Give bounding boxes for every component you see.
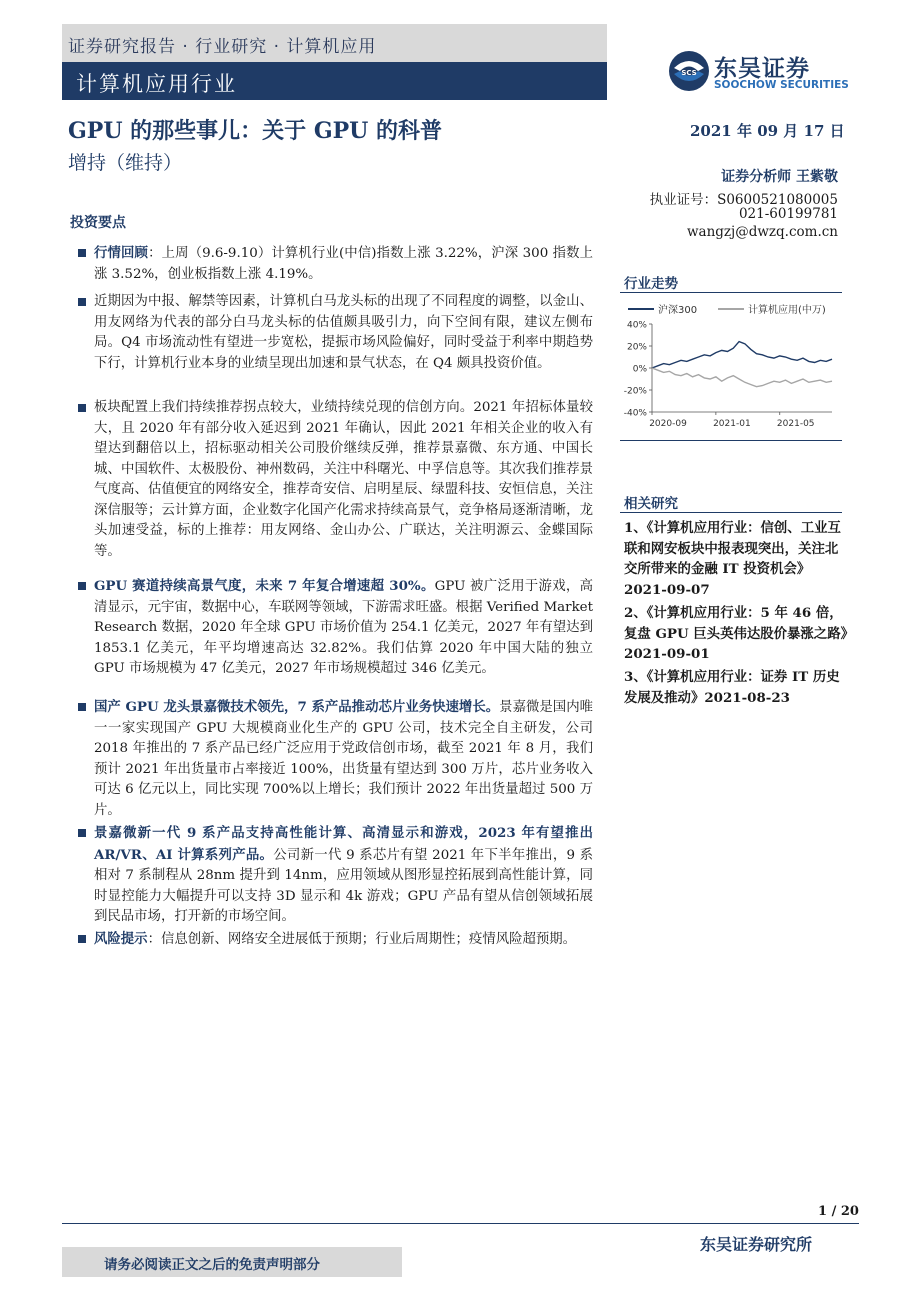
bullet-square-icon <box>78 249 86 257</box>
header-breadcrumb-bar <box>62 24 607 62</box>
disclaimer-bar <box>62 1247 402 1277</box>
report-rating: 增持（维持） <box>68 152 183 174</box>
y-tick-label: -40% <box>623 408 647 419</box>
bullet-square-icon <box>78 404 86 412</box>
disclaimer-text: 请务必阅读正文之后的免责声明部分 <box>104 1257 320 1273</box>
summary-bullet-2 <box>78 292 593 374</box>
logo-cn-text: 东吴证券 <box>714 56 810 82</box>
trend-title: 行业走势 <box>624 276 678 292</box>
bullet-square-icon <box>78 829 86 837</box>
chart-legend <box>628 303 826 316</box>
bullet-lead: 行情回顾 <box>94 245 149 261</box>
bullet-text: 公司新一代 9 系芯片有望 2021 年下半年推出，9 系相对 7 系制程从 28nm 提升到 14nm，应用领域从图形显控拓展到高性能计算，同时显控能力大幅提升可以支持 3D 显示和 4k 游戏；GPU 产品有望从信创领域拓展到民品市场，打开新的市场空间。 <box>94 847 593 924</box>
chart-series <box>652 342 832 387</box>
y-tick-label: -20% <box>623 386 647 397</box>
bullet-square-icon <box>78 935 86 943</box>
analyst-phone: 021-60199781 <box>738 206 838 222</box>
summary-bullet-3 <box>78 398 593 562</box>
header-breadcrumb: 证券研究报告 · 行业研究 · 计算机应用 <box>68 37 377 57</box>
institute-name: 东吴证券研究所 <box>700 1235 813 1254</box>
summary-section-title: 投资要点 <box>70 215 126 231</box>
series-line <box>652 368 832 387</box>
summary-bullet-5 <box>78 697 593 821</box>
summary-bullet-1 <box>78 243 593 285</box>
logo-mark-text: SCS <box>681 69 697 77</box>
analyst-email: wangzj@dwzq.com.cn <box>686 224 838 240</box>
x-tick-label: 2021-01 <box>713 419 751 429</box>
summary-bullet-7 <box>78 929 593 951</box>
x-tick-label: 2020-09 <box>649 419 687 429</box>
logo-en-text: SOOCHOW SECURITIES <box>714 79 849 91</box>
bullet-lead: 国产 GPU 龙头景嘉微技术领先，7 系产品推动芯片业务快速增长。 <box>94 699 500 715</box>
chart-y-axis <box>624 321 652 419</box>
summary-bullet-6 <box>78 823 593 928</box>
trend-rule <box>620 292 842 293</box>
chart-x-axis <box>649 412 832 429</box>
company-logo <box>668 50 863 95</box>
related-item-3: 3、《计算机应用行业：证券 IT 历史发展及推动》2021-08-23 <box>624 669 840 706</box>
legend-label: 计算机应用(中万) <box>748 305 826 316</box>
page-number: 1 / 20 <box>818 1204 859 1219</box>
y-tick-label: 40% <box>626 320 647 331</box>
bullet-lead: 景嘉微新一代 9 系产品支持高性能计算、高清显示和游戏，2023 年有望推出 AR/VR、AI 计算系列产品。 <box>94 825 593 863</box>
trend-bottom-rule <box>620 440 842 441</box>
summary-bullet-4 <box>78 576 593 680</box>
report-title: GPU 的那些事儿：关于 GPU 的科普 <box>68 118 443 144</box>
related-title: 相关研究 <box>624 496 678 512</box>
trend-chart <box>620 296 840 436</box>
y-tick-label: 0% <box>632 364 647 375</box>
y-tick-label: 20% <box>626 342 647 353</box>
related-item-2: 2、《计算机应用行业：5 年 46 倍，复盘 GPU 巨头英伟达股价暴涨之路》2021-09-01 <box>624 605 848 662</box>
series-line <box>652 342 832 368</box>
bullet-lead: GPU 赛道持续高景气度，未来 7 年复合增速超 30%。 <box>94 578 435 594</box>
footer-rule <box>62 1223 859 1224</box>
industry-bar <box>62 62 607 100</box>
bullet-text: 近期因为中报、解禁等因素，计算机白马龙头标的出现了不同程度的调整，以金山、用友网络为代表的部分白马龙头标的估值颇具吸引力，向下空间有限，建议左侧布局。Q4 市场流动性有望进一步宽松，提振市场风险偏好，同时受益于利率中期趋势下行，计算机行业本身的业绩呈现出加速和景气状态，在 Q4 颇具投资价值。 <box>94 294 593 371</box>
bullet-text: 板块配置上我们持续推荐拐点较大，业绩持续兑现的信创方向。2021 年招标体量较大，且 2020 年有部分收入延迟到 2021 年确认，因此 2021 年相关企业的收入有望达到翻倍以上，招标驱动相关公司股价继续反弹，推荐景嘉微、东方通、中国长城、中国软件、太极股份、神州数码，关注中科曙光、中孚信息等。其次我们推荐景气度高、估值便宜的网络安全，推荐奇安信、启明星辰、绿盟科技、安恒信息，关注深信服等；云计算方面，企业数字化国产化需求持续高景气，竞争格局逐渐清晰，龙头加速受益，标的上推荐：用友网络、金山办公、广联达，关注明源云、金蝶国际等。 <box>94 400 593 559</box>
bullet-lead: 风险提示 <box>94 931 148 947</box>
bullet-text: ：上周（9.6-9.10）计算机行业(中信)指数上涨 3.22%，沪深 300 指数上涨 3.52%，创业板指数上涨 4.19%。 <box>94 246 594 282</box>
logo-mark-icon <box>668 50 710 92</box>
bullet-square-icon <box>78 298 86 306</box>
bullet-square-icon <box>78 582 86 590</box>
analyst-name: 证券分析师 王紫敬 <box>721 169 838 185</box>
x-tick-label: 2021-05 <box>776 419 815 429</box>
bullet-text: 景嘉微是国内唯一一家实现国产 GPU 大规模商业化生产的 GPU 公司，技术完全自主研发，公司 2018 年推出的 7 系产品已经广泛应用于党政信创市场，截至 2021 年 8 月，我们预计 2021 年出货量市占率接近 100%，出货量有望达到 300 万片，芯片业务收入可达 6 亿元以上，同比实现 700%以上增长；我们预计 2022 年出货量超过 500 万片。 <box>94 700 594 818</box>
bullet-text: ：信息创新、网络安全进展低于预期；行业后周期性；疫情风险超预期。 <box>147 932 577 947</box>
report-date: 2021 年 09 月 17 日 <box>690 122 845 140</box>
bullet-text: GPU 被广泛用于游戏，高清显示，元宇宙，数据中心，车联网等领域，下游需求旺盛。根据 Verified Market Research 数据，2020 年全球 GPU 市场价值为 254.1 亿美元，2027 年有望达到 1853.1 亿美元，年平均增速高达 32.82%。我们估算 2020 年中国大陆的独立 GPU 市场规模为 47 亿美元，2027 年市场规模超过 346 亿美元。 <box>94 579 593 676</box>
legend-label: 沪深300 <box>658 305 698 316</box>
industry-label: 计算机应用行业 <box>76 72 237 96</box>
related-rule <box>620 512 842 513</box>
analyst-license: 执业证号：S0600521080005 <box>649 192 838 208</box>
related-item-1: 1、《计算机应用行业：信创、工业互联和网安板块中报表现突出，关注北交所带来的金融 IT 投资机会》2021-09-07 <box>624 520 841 598</box>
bullet-square-icon <box>78 703 86 711</box>
